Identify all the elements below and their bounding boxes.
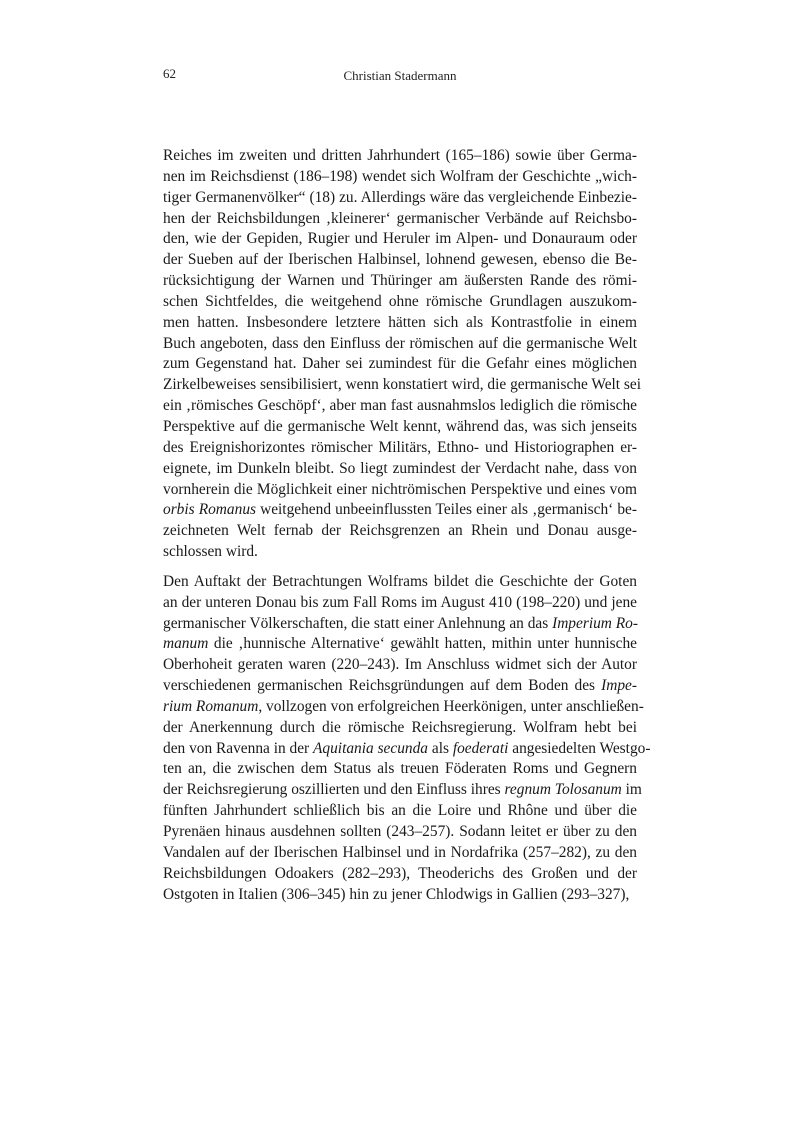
- italic-term: orbis Romanus: [163, 501, 257, 519]
- text-line: schen Sichtfeldes, die weitgehend ohne römische Grundlagen auszukom-: [163, 292, 637, 310]
- text-line: Buch angeboten, dass den Einfluss der römischen auf die germanische Welt: [163, 334, 637, 352]
- text-line: Reichsbildungen Odoakers (282–293), Theoderichs des Großen und der: [163, 864, 637, 882]
- italic-term: rium Romanum: [163, 697, 259, 715]
- text-line: ein ‚römisches Geschöpf‘, aber man fast ausnahmslos lediglich die römische: [163, 397, 637, 415]
- text-line: rücksichtigung der Warnen und Thüringer am äußersten Rande des römi-: [163, 272, 637, 290]
- text-line: Den Auftakt der Betrachtungen Wolframs bildet die Geschichte der Goten: [163, 572, 637, 590]
- text-line: eignete, im Dunkeln bleibt. So liegt zumindest der Verdacht nahe, dass von: [163, 459, 637, 477]
- text-line: vornherein die Möglichkeit einer nichtrömischen Perspektive und eines vom: [163, 480, 637, 498]
- text-line: nen im Reichsdienst (186–198) wendet sich Wolfram der Geschichte „wich-: [163, 167, 637, 185]
- text-line: germanischer Völkerschaften, die statt einer Anlehnung an das Imperium Ro-: [163, 614, 638, 632]
- italic-term: foederati: [452, 739, 509, 757]
- italic-term: Impe-: [601, 677, 637, 695]
- paragraph: [163, 572, 651, 906]
- text-line: manum die ‚hunnische Alternative‘ gewählt hatten, mithin unter hunnische: [163, 635, 637, 653]
- text-line: an der unteren Donau bis zum Fall Roms im August 410 (198–220) und jene: [163, 593, 637, 611]
- italic-term: manum: [163, 635, 209, 653]
- text-line: rium Romanum, vollzogen von erfolgreichen Heerkönigen, unter anschließen-: [163, 697, 644, 715]
- page-number: 62: [163, 66, 176, 81]
- italic-term: Aquitania secunda: [313, 739, 429, 757]
- text-line: den, wie der Gepiden, Rugier und Heruler im Alpen- und Donauraum oder: [163, 230, 637, 248]
- text-line: verschiedenen germanischen Reichsgründungen auf dem Boden des Impe-: [163, 677, 637, 695]
- text-line: Perspektive auf die germanische Welt kennt, während das, was sich jenseits: [163, 417, 637, 435]
- text-line: ten an, die zwischen dem Status als treuen Föderaten Roms und Gegnern: [163, 760, 637, 778]
- text-line: Vandalen auf der Iberischen Halbinsel und in Nordafrika (257–282), zu den: [163, 843, 637, 861]
- italic-term: Imperium Ro-: [552, 614, 638, 632]
- text-line: Zirkelbeweises sensibilisiert, wenn konstatiert wird, die germanische Welt sei: [163, 376, 642, 394]
- running-head-author: Christian Stadermann: [343, 68, 457, 83]
- text-line: zeichneten Welt fernab der Reichsgrenzen an Rhein und Donau ausge-: [163, 522, 637, 540]
- paragraph: [163, 146, 642, 563]
- text-line: schlossen wird.: [163, 543, 258, 561]
- text-line: tiger Germanenvölker“ (18) zu. Allerdings wäre das vergleichende Einbezie-: [163, 188, 637, 206]
- body-text: [163, 146, 651, 905]
- italic-term: regnum Tolosanum: [504, 781, 622, 799]
- text-line: der Anerkennung durch die römische Reichsregierung. Wolfram hebt bei: [163, 718, 637, 736]
- text-line: fünften Jahrhundert schließlich bis an die Loire und Rhône und über die: [163, 802, 637, 820]
- text-line: den von Ravenna in der Aquitania secunda als foederati angesiedelten Westgo-: [163, 739, 651, 757]
- text-line: orbis Romanus weitgehend unbeeinflussten Teiles einer als ‚germanisch‘ be-: [163, 501, 637, 519]
- text-line: Reiches im zweiten und dritten Jahrhundert (165–186) sowie über Germa-: [163, 147, 637, 164]
- text-line: Ostgoten in Italien (306–345) hin zu jener Chlodwigs in Gallien (293–327),: [163, 885, 630, 903]
- text-line: der Reichsregierung oszillierten und den Einfluss ihres regnum Tolosanum im: [163, 781, 642, 799]
- page-header: [163, 66, 637, 86]
- text-line: Pyrenäen hinaus ausdehnen sollten (243–257). Sodann leitet er über zu den: [163, 823, 637, 840]
- text-line: hen der Reichsbildungen ‚kleinerer‘ germanischer Verbände auf Reichsbo-: [163, 209, 637, 227]
- text-line: zum Gegenstand hat. Daher sei zumindest für die Gefahr eines möglichen: [163, 355, 637, 373]
- text-line: Oberhoheit geraten waren (220–243). Im Anschluss widmet sich der Autor: [163, 656, 637, 674]
- text-line: der Sueben auf der Iberischen Halbinsel, lohnend gewesen, ebenso die Be-: [163, 251, 637, 269]
- text-line: des Ereignishorizontes römischer Militärs, Ethno- und Historiographen er-: [163, 438, 637, 456]
- text-line: men hatten. Insbesondere letztere hätten sich als Kontrastfolie in einem: [163, 313, 637, 331]
